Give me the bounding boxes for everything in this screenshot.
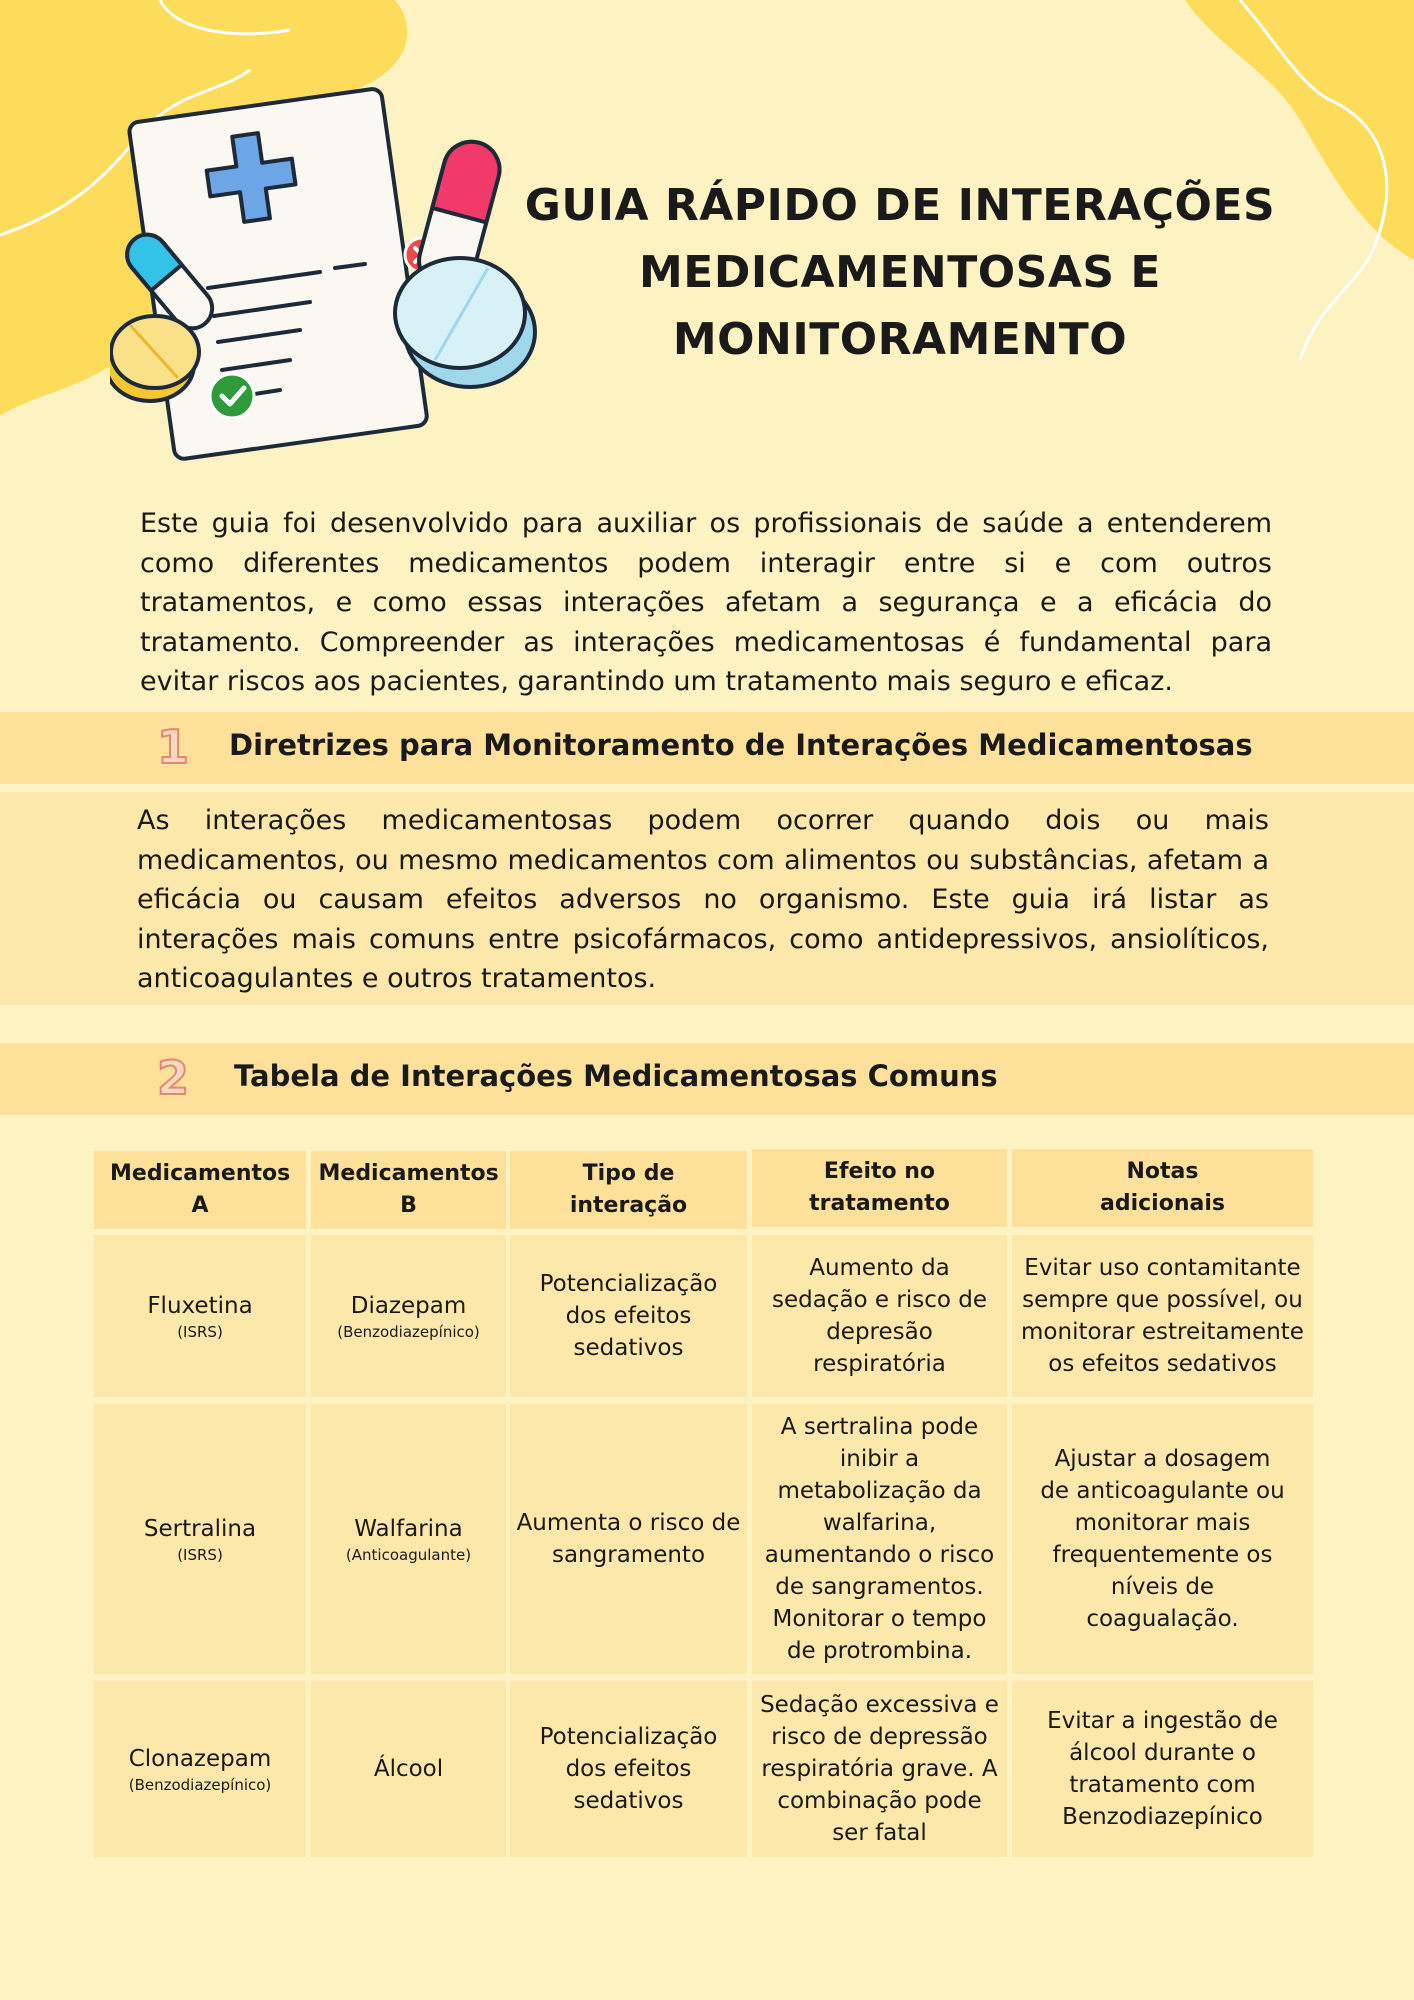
title-line: MEDICAMENTOSAS E (639, 247, 1161, 298)
header-text: Notas adicionais (1100, 1159, 1225, 1216)
intro-paragraph: Este guia foi desenvolvido para auxiliar os profissionais de saúde a entenderem como diferentes medicamentos podem interagir entre si e com outros tratamentos, e como essas interações afetam a segurança e a eficácia do tratamento. Compreender as interações medicamentosas é fundamental para evitar riscos aos pacientes, garantindo um tratamento mais seguro e eficaz. (140, 508, 1272, 697)
section-1-body: As interações medicamentosas podem ocorrer quando dois ou mais medicamentos, ou mesmo medicamentos com alimentos ou substâncias, afetam a eficácia ou causam efeitos adversos no organismo. Este guia irá listar as interações mais comuns entre psicofármacos, como antidepressivos, ansiolíticos, anticoagulantes e outros tratamentos. (137, 805, 1269, 994)
table-cell (311, 1235, 506, 1397)
interaction-type: Potencialização dos efeitos sedativos (539, 1724, 718, 1814)
title-line: MONITORAMENTO (672, 314, 1128, 365)
table-cell (311, 1681, 506, 1857)
header-text: Efeito no tratamento (809, 1159, 950, 1216)
additional-notes: Evitar uso contamitante sempre que possível, ou monitorar estreitamente os efeitos sedativos (1021, 1255, 1304, 1377)
section-title: Tabela de Interações Medicamentosas Comuns (234, 1059, 998, 1093)
drug-name: Sertralina (143, 1516, 257, 1542)
page-title (500, 172, 1300, 373)
check-icon (210, 374, 254, 418)
table-header (752, 1149, 1007, 1227)
drug-class: (Benzodiazepínico) (128, 1776, 272, 1794)
additional-notes: Ajustar a dosagem de anticoagulante ou monitorar mais frequentemente os níveis de coagualação. (1040, 1446, 1285, 1632)
table-cell (311, 1404, 506, 1674)
table-cell (94, 1681, 306, 1857)
section-title: Diretrizes para Monitoramento de Interações Medicamentosas (229, 728, 1253, 762)
table-cell (1012, 1235, 1313, 1397)
header-text: Medicamentos A (110, 1161, 291, 1218)
drug-name: Fluxetina (147, 1293, 253, 1319)
interaction-type: Potencialização dos efeitos sedativos (539, 1271, 718, 1361)
table-header (1012, 1149, 1313, 1227)
prescription-pills-illustration (110, 70, 550, 470)
drug-name: Diazepam (350, 1293, 467, 1319)
drug-class: (Anticoagulante) (345, 1546, 472, 1564)
table-cell (94, 1404, 306, 1674)
drug-class: (ISRS) (177, 1546, 223, 1564)
drug-name: Walfarina (354, 1516, 463, 1542)
additional-notes: Evitar a ingestão de álcool durante o tratamento com Benzodiazepínico (1047, 1708, 1278, 1830)
drug-class: (ISRS) (177, 1323, 223, 1341)
table-cell (510, 1404, 747, 1674)
table-header (510, 1151, 747, 1229)
table-cell (1012, 1404, 1313, 1674)
table-header (94, 1151, 306, 1229)
title-line: GUIA RÁPIDO DE INTERAÇÕES (524, 180, 1276, 231)
table-cell (510, 1681, 747, 1857)
drug-class: (Benzodiazepínico) (337, 1323, 480, 1341)
table-cell (510, 1235, 747, 1397)
treatment-effect: Aumento da sedação e risco de depresão respiratória (771, 1255, 988, 1377)
table-cell (1012, 1681, 1313, 1857)
table-cell (94, 1235, 306, 1397)
section-number: 2 (157, 1051, 190, 1105)
drug-name: Álcool (373, 1756, 444, 1782)
section-2-header (0, 1043, 1414, 1115)
treatment-effect: Sedação excessiva e risco de depressão respiratória grave. A combinação pode ser fatal (760, 1692, 999, 1846)
header-text: Tipo de interação (569, 1161, 688, 1218)
table-header (311, 1151, 506, 1229)
interaction-type: Aumenta o risco de sangramento (516, 1510, 741, 1568)
header-text: Medicamentos B (318, 1161, 499, 1218)
table-cell (752, 1404, 1007, 1674)
section-1-header (0, 712, 1414, 784)
yellow-pill-icon (110, 316, 199, 401)
treatment-effect: A sertralina pode inibir a metabolização da walfarina, aumentando o risco de sangramentos. Monitorar o tempo de protrombina. (764, 1414, 995, 1664)
table-cell (752, 1235, 1007, 1397)
table-cell (752, 1681, 1007, 1857)
section-number: 1 (157, 720, 190, 774)
drug-name: Clonazepam (128, 1746, 272, 1772)
